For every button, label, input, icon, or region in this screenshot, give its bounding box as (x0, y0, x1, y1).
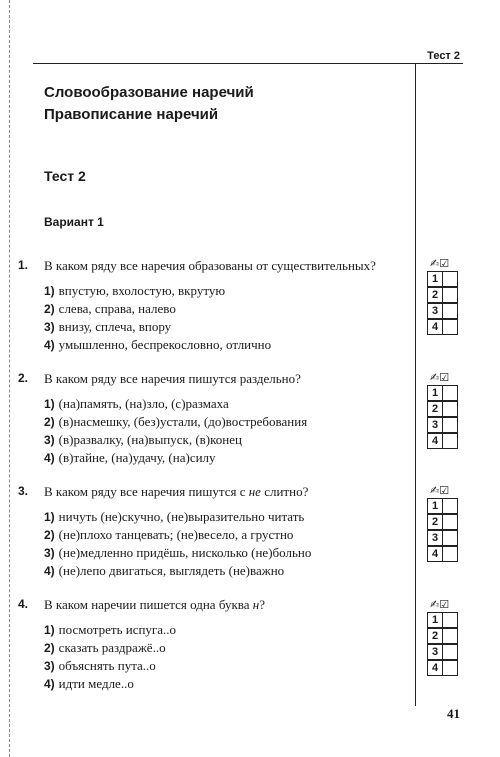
pen-icon: ✍ (430, 257, 440, 270)
option: 3) (в)развалку, (на)выпуск, (в)конец (44, 432, 242, 447)
checkbox-icon: ☑ (439, 257, 450, 270)
answer-grid-3 (427, 484, 467, 562)
cut-line (9, 0, 10, 757)
pen-icon: ✍ (430, 371, 440, 384)
answer-column-rule (415, 63, 416, 706)
answer-checkbox[interactable] (443, 628, 458, 644)
answer-number: 2 (427, 287, 443, 303)
answer-number: 3 (427, 644, 443, 660)
checkbox-icon: ☑ (439, 484, 450, 497)
option: 2) (не)плохо танцевать; (не)весело, а грустно (44, 527, 294, 542)
pen-icon: ✍ (430, 484, 440, 497)
answer-checkbox[interactable] (443, 319, 458, 335)
answer-grid-2 (427, 371, 467, 449)
answer-checkbox[interactable] (443, 303, 458, 319)
answer-number: 3 (427, 417, 443, 433)
answer-checkbox[interactable] (443, 433, 458, 449)
option: 4) (в)тайне, (на)удачу, (на)силу (44, 450, 216, 465)
answer-grid-4 (427, 598, 467, 676)
variant-title: Вариант 1 (44, 215, 104, 229)
question-number: 2. (18, 371, 29, 385)
answer-number: 2 (427, 401, 443, 417)
option-list (44, 508, 311, 580)
option: 1) впустую, вхолостую, вкрутую (44, 283, 226, 298)
answer-checkbox[interactable] (443, 644, 458, 660)
pen-icon: ✍ (430, 598, 440, 611)
answer-checkbox[interactable] (443, 530, 458, 546)
option-list (44, 621, 176, 693)
question-text: В каком ряду все наречия образованы от существительных? (44, 258, 376, 273)
answer-number: 1 (427, 271, 443, 287)
answer-number: 4 (427, 319, 443, 335)
answer-number: 3 (427, 303, 443, 319)
option: 1) посмотреть испуга..о (44, 622, 177, 637)
option: 4) идти медле..о (44, 676, 134, 691)
section-subtitle: Правописание наречий (44, 106, 219, 123)
answer-number: 1 (427, 612, 443, 628)
question-text: В каком ряду все наречия пишутся раздельно? (44, 371, 301, 386)
answer-number: 2 (427, 628, 443, 644)
question-number: 3. (18, 484, 29, 498)
checkbox-icon: ☑ (439, 598, 450, 611)
option: 2) (в)насмешку, (без)устали, (до)востребования (44, 414, 308, 429)
answer-checkbox[interactable] (443, 271, 458, 287)
question-number: 1. (18, 258, 29, 272)
question-text: В каком наречии пишется одна буква н? (44, 597, 265, 612)
answer-grid-1 (427, 257, 467, 335)
option: 1) ничуть (не)скучно, (не)выразительно читать (44, 509, 305, 524)
page-number: 41 (447, 706, 460, 721)
question-text: В каком ряду все наречия пишутся с не слитно? (44, 484, 309, 499)
option: 3) внизу, сплеча, впору (44, 319, 172, 334)
answer-number: 4 (427, 660, 443, 676)
option: 3) объяснять пута..о (44, 658, 156, 673)
answer-number: 1 (427, 498, 443, 514)
answer-checkbox[interactable] (443, 385, 458, 401)
header-rule (33, 63, 463, 64)
answer-number: 3 (427, 530, 443, 546)
option: 2) слева, справа, налево (44, 301, 176, 316)
answer-checkbox[interactable] (443, 660, 458, 676)
answer-checkbox[interactable] (443, 612, 458, 628)
answer-checkbox[interactable] (443, 514, 458, 530)
answer-number: 4 (427, 546, 443, 562)
answer-checkbox[interactable] (443, 287, 458, 303)
section-title: Словообразование наречий (44, 84, 254, 101)
answer-number: 1 (427, 385, 443, 401)
answer-number: 4 (427, 433, 443, 449)
answer-checkbox[interactable] (443, 417, 458, 433)
option-list (44, 395, 307, 467)
answer-checkbox[interactable] (443, 498, 458, 514)
answer-checkbox[interactable] (443, 546, 458, 562)
option: 1) (на)память, (на)зло, (с)размаха (44, 396, 229, 411)
option: 2) сказать раздражё..о (44, 640, 166, 655)
answer-checkbox[interactable] (443, 401, 458, 417)
option: 3) (не)медленно придёшь, нисколько (не)больно (44, 545, 312, 560)
answer-number: 2 (427, 514, 443, 530)
question-number: 4. (18, 597, 29, 611)
checkbox-icon: ☑ (439, 371, 450, 384)
running-header: Тест 2 (427, 50, 460, 62)
option-list (44, 282, 271, 354)
test-title: Тест 2 (44, 168, 86, 184)
option: 4) (не)лепо двигаться, выглядеть (не)важно (44, 563, 285, 578)
option: 4) умышленно, беспрекословно, отлично (44, 337, 272, 352)
